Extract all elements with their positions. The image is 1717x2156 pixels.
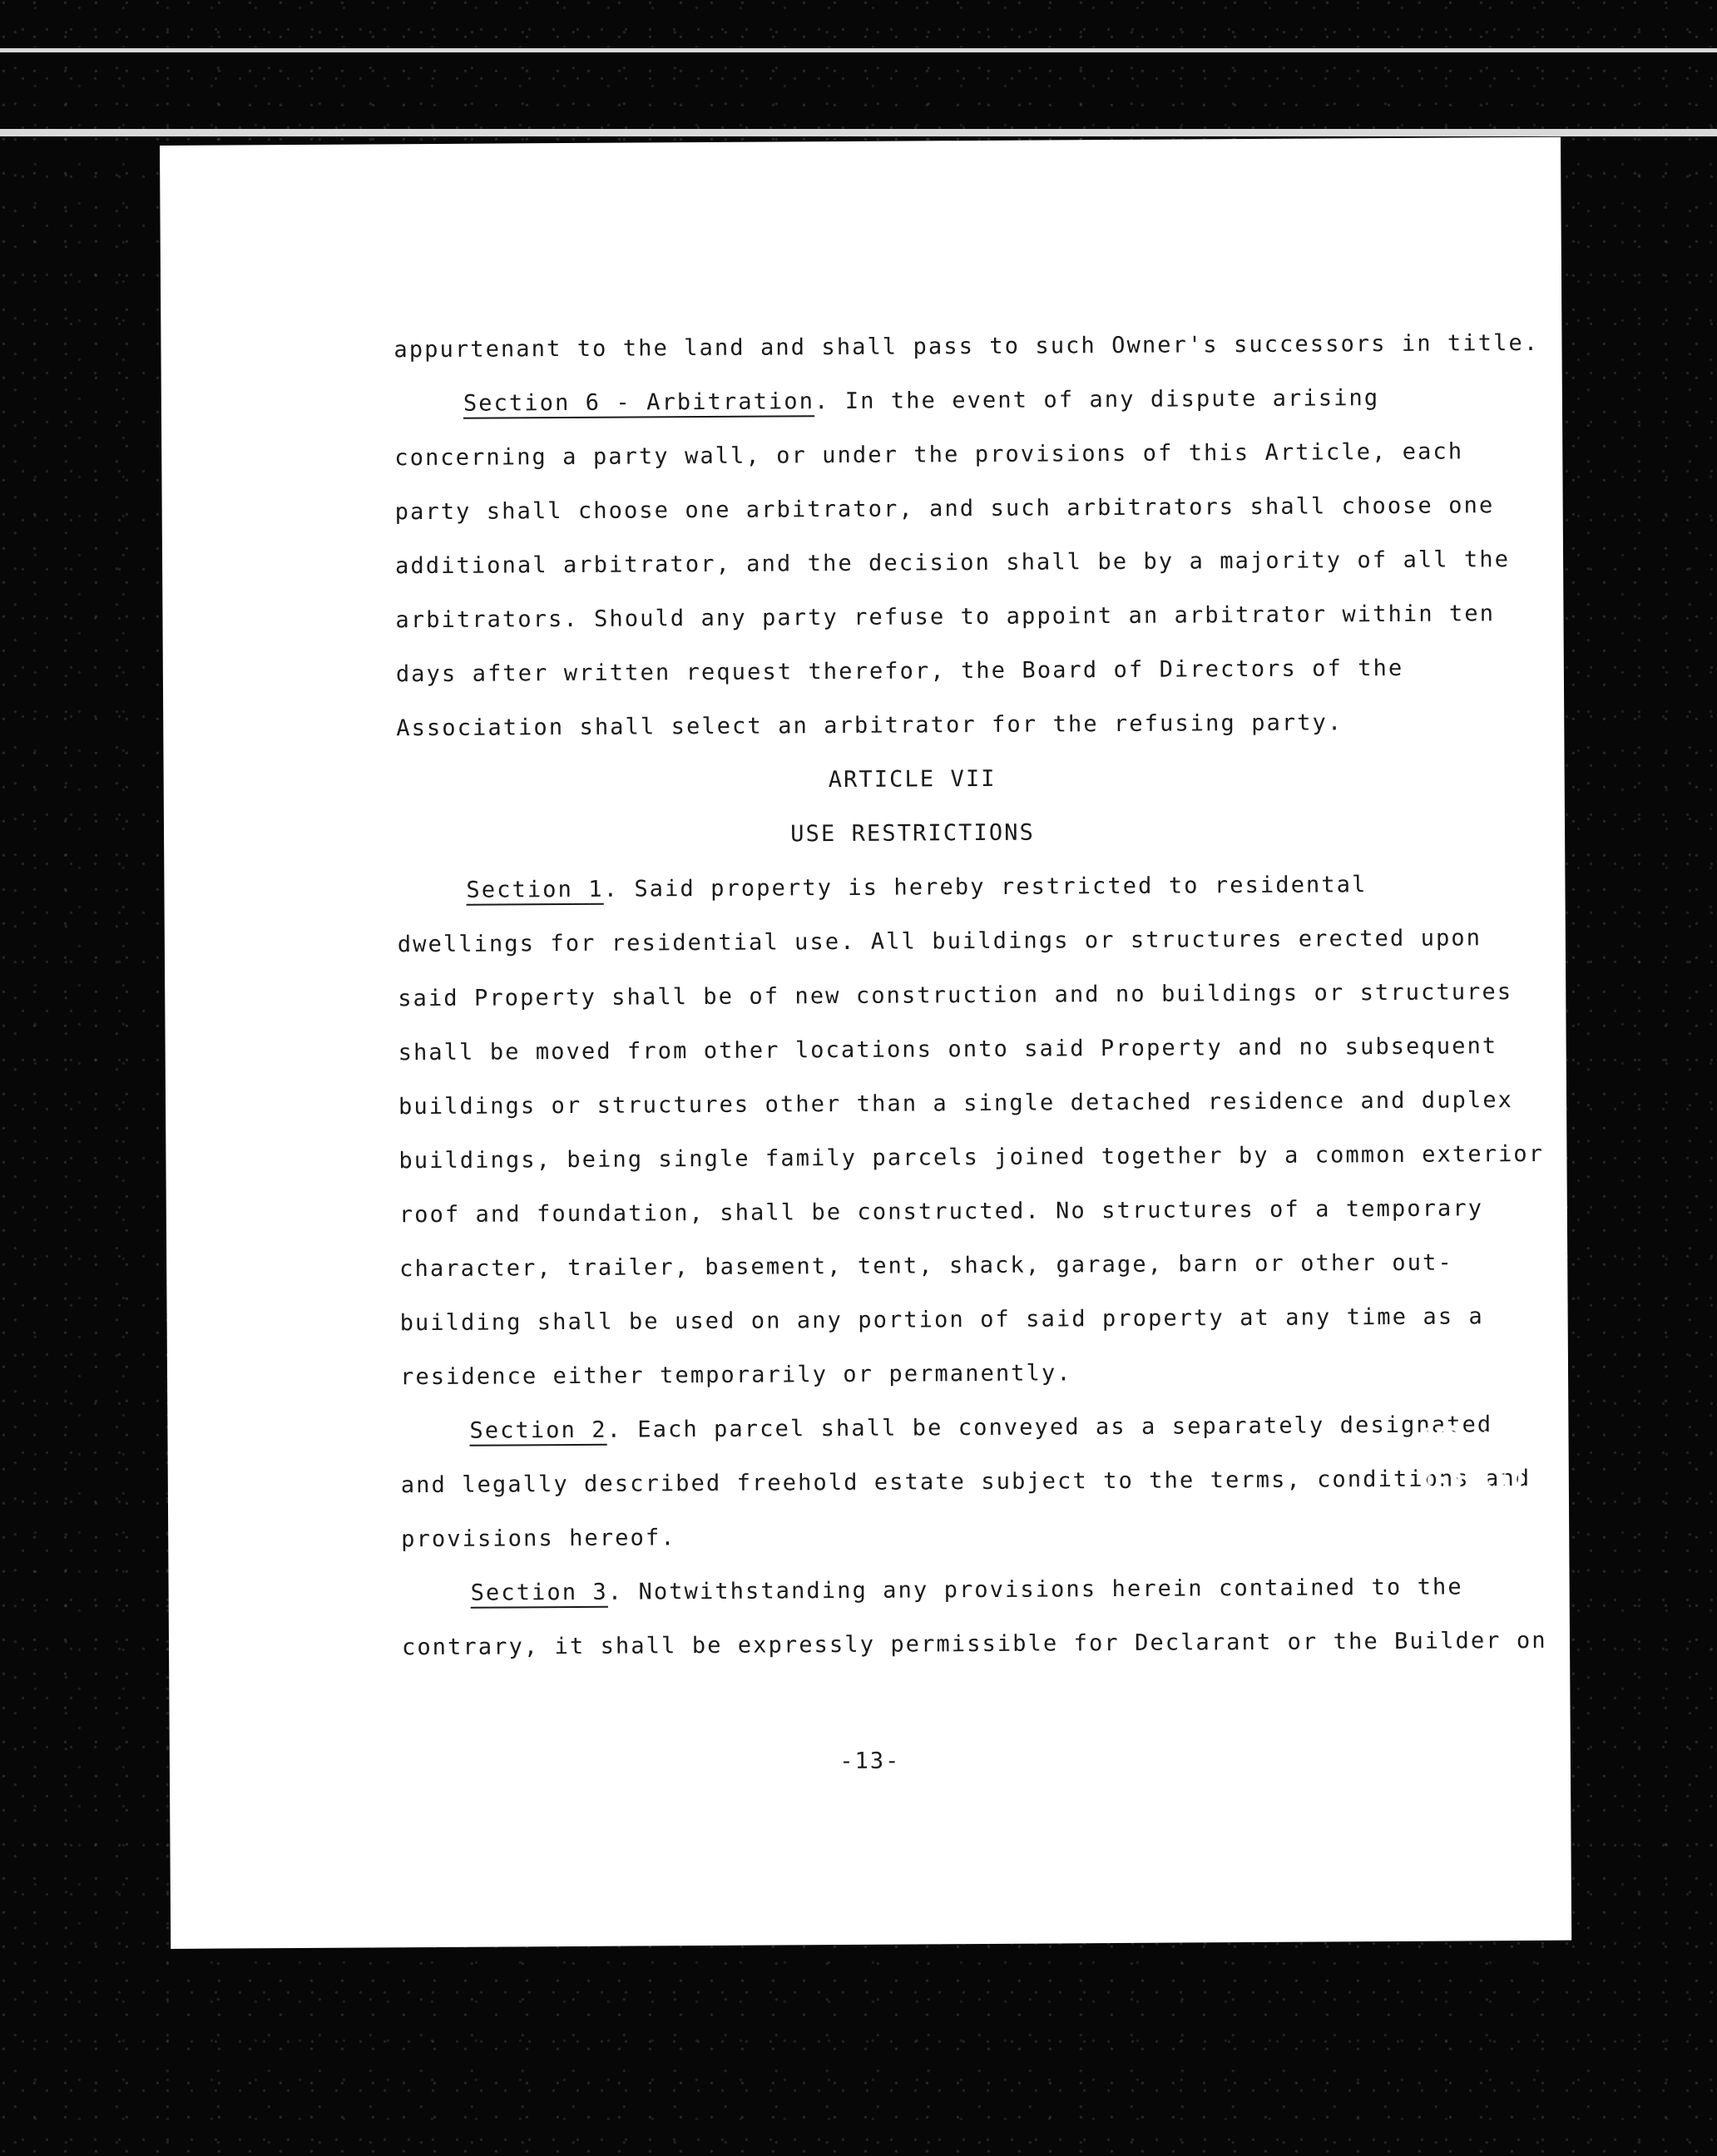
scanner-streak-upper	[0, 129, 1717, 136]
text-line: buildings, being single family parcels joined together by a common exterior	[398, 1140, 1545, 1174]
section-3-heading: Section 3	[470, 1579, 608, 1606]
text-line: contrary, it shall be expressly permissible for Declarant or the Builder on	[401, 1627, 1547, 1661]
article-title: USE RESTRICTIONS	[790, 819, 1036, 848]
text-line: buildings or structures other than a single detached residence and duplex	[398, 1087, 1514, 1120]
text-line: roof and foundation, shall be constructed. No structures of a temporary	[398, 1195, 1484, 1229]
document-page	[160, 137, 1571, 1949]
text-line: Association shall select an arbitrator for the refusing party.	[396, 710, 1343, 742]
section-heading-line: Section 2. Each parcel shall be conveyed as a separately designated	[469, 1412, 1493, 1444]
text-line: residence either temporarily or permanently.	[399, 1360, 1072, 1391]
stamp-page-number: 990	[1411, 1379, 1472, 1507]
text-line: provisions hereof.	[401, 1525, 676, 1553]
text-line: additional arbitrator, and the decision shall be by a majority of all the	[395, 546, 1511, 580]
text-line: appurtenant to the land and shall pass to such Owner's successors in title.	[393, 329, 1540, 363]
text-line: arbitrators. Should any party refuse to appoint an arbitrator within ten	[395, 601, 1496, 634]
text-line: building shall be used on any portion of said property at any time as a	[399, 1303, 1484, 1337]
text-line: days after written request therefor, the Board of Directors of the	[395, 655, 1404, 688]
recording-stamp	[1411, 1379, 1532, 1550]
text-line: concerning a party wall, or under the provisions of this Article, each	[394, 438, 1464, 472]
text-line: party shall choose one arbitrator, and such arbitrators shall choose one	[394, 492, 1495, 526]
section-heading-line: Section 3. Notwithstanding any provisions herein contained to the	[470, 1574, 1463, 1606]
scanner-streak-top	[0, 48, 1717, 52]
section-heading-line: Section 1. Said property is hereby restricted to residental	[466, 872, 1368, 903]
article-heading: ARTICLE VII	[828, 765, 997, 794]
section-6-heading: Section 6 - Arbitration	[463, 388, 815, 417]
section-2-heading: Section 2	[469, 1417, 607, 1444]
page-number: -13-	[839, 1748, 901, 1775]
text-line: said Property shall be of new construction and no buildings or structures	[398, 979, 1513, 1012]
text-line: shall be moved from other locations onto said Property and no subsequent	[398, 1033, 1498, 1066]
section-heading-line: Section 6 - Arbitration. In the event of any dispute arising	[463, 385, 1380, 417]
text-line: and legally described freehold estate subject to the terms, conditions and	[400, 1465, 1531, 1499]
text-line: character, trailer, basement, tent, shack, garage, barn or other out-	[399, 1249, 1453, 1283]
stamp-book-number: 7734	[1472, 1379, 1532, 1550]
text-line: dwellings for residential use. All buildings or structures erected upon	[397, 925, 1482, 958]
section-1-heading: Section 1	[466, 876, 604, 903]
